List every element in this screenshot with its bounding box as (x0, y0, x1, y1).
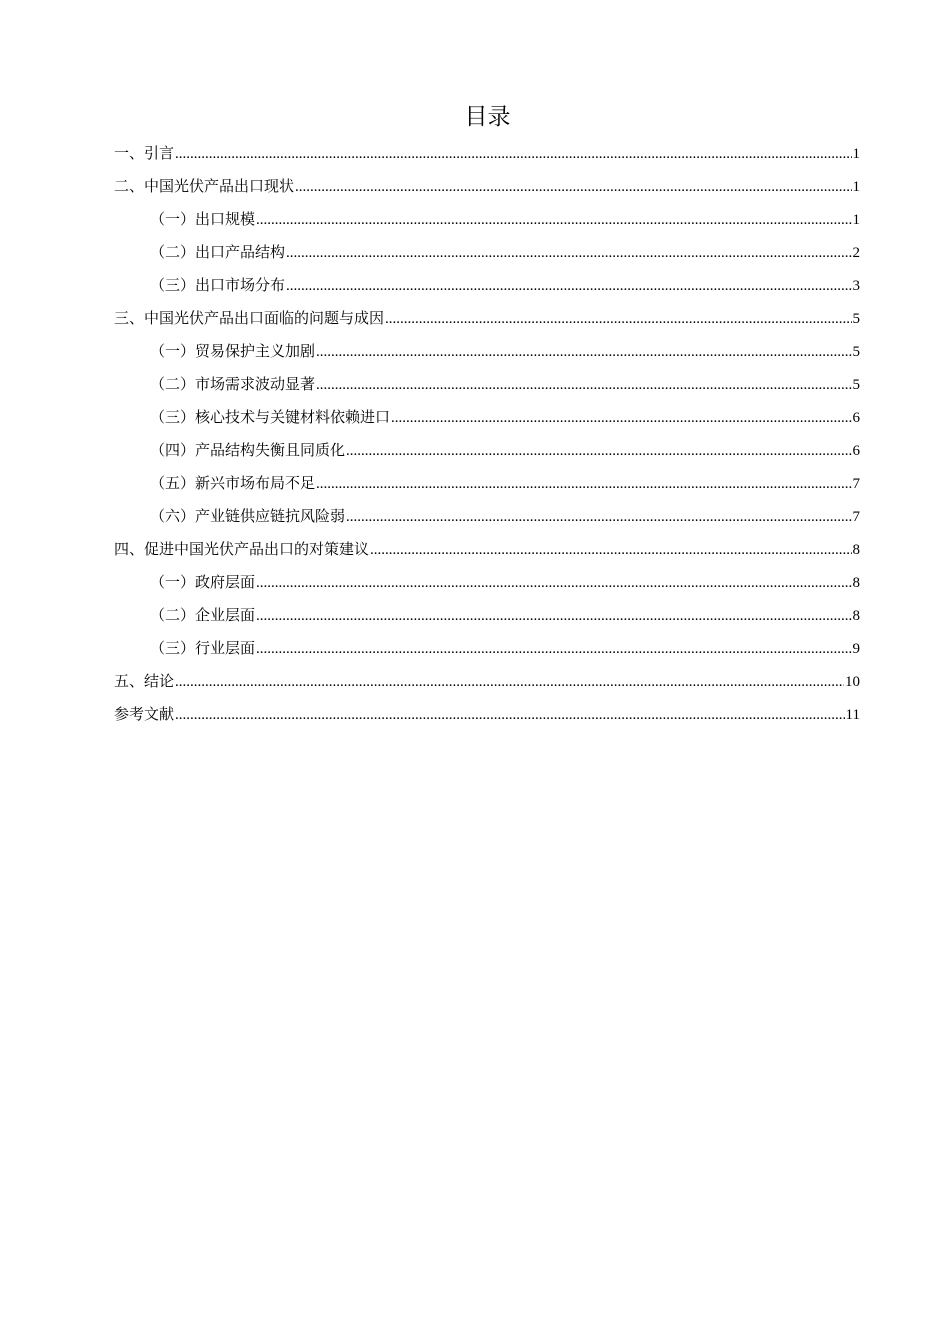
toc-entry-text: （三）行业层面 (150, 639, 256, 657)
toc-page-number: 7 (852, 509, 860, 525)
toc-page-number: 10 (845, 674, 860, 690)
toc-entry-text: （二）企业层面 (150, 606, 256, 624)
toc-page-number: 7 (852, 476, 860, 492)
toc-leader-dots (370, 534, 851, 567)
toc-page-number: 5 (852, 344, 860, 360)
toc-entry-text: （二）出口产品结构 (150, 243, 286, 261)
toc-leader-dots (175, 138, 851, 171)
toc-entry[interactable] (114, 533, 860, 566)
toc-page-number: 8 (852, 575, 860, 591)
toc-leader-dots (385, 303, 851, 336)
toc-entry[interactable] (114, 665, 860, 698)
toc-subentry[interactable] (114, 269, 860, 302)
toc-page-number: 5 (852, 311, 860, 327)
toc-page-number: 1 (852, 146, 860, 162)
toc-leader-dots (391, 402, 851, 435)
toc-page-number: 1 (852, 179, 860, 195)
toc-subentry[interactable] (114, 434, 860, 467)
toc-leader-dots (316, 369, 851, 402)
toc-entry[interactable] (114, 170, 860, 203)
toc-entry-text: （六）产业链供应链抗风险弱 (150, 507, 346, 525)
toc-leader-dots (175, 666, 844, 699)
toc-entry-text: （三）核心技术与关键材料依赖进口 (150, 408, 391, 426)
toc-entry-text: （五）新兴市场布局不足 (150, 474, 316, 492)
toc-leader-dots (286, 237, 851, 270)
toc-entry-text: 三、中国光伏产品出口面临的问题与成因 (114, 309, 385, 327)
toc-page-number: 5 (852, 377, 860, 393)
toc-entry-text: （一）政府层面 (150, 573, 256, 591)
toc-leader-dots (175, 699, 845, 732)
toc-subentry[interactable] (114, 566, 860, 599)
toc-page-number: 9 (852, 641, 860, 657)
toc-leader-dots (316, 336, 851, 369)
toc-page-number: 6 (852, 443, 860, 459)
toc-leader-dots (346, 501, 851, 534)
toc-entry-text: （一）贸易保护主义加剧 (150, 342, 316, 360)
toc-page-number: 8 (852, 542, 860, 558)
toc-entry[interactable] (114, 302, 860, 335)
toc-subentry[interactable] (114, 467, 860, 500)
toc-leader-dots (316, 468, 851, 501)
toc-leader-dots (256, 204, 851, 237)
toc-subentry[interactable] (114, 335, 860, 368)
toc-subentry[interactable] (114, 599, 860, 632)
toc-leader-dots (346, 435, 851, 468)
toc-page-number: 2 (852, 245, 860, 261)
toc-page-number: 1 (852, 212, 860, 228)
toc-entry-text: （三）出口市场分布 (150, 276, 286, 294)
toc-entry-text: 五、结论 (114, 672, 175, 690)
toc-entry[interactable] (114, 698, 860, 731)
toc-page-number: 11 (845, 707, 860, 723)
toc-entry-text: 四、促进中国光伏产品出口的对策建议 (114, 540, 370, 558)
toc-subentry[interactable] (114, 500, 860, 533)
toc-entry-text: （四）产品结构失衡且同质化 (150, 441, 346, 459)
toc-page-number: 3 (852, 278, 860, 294)
toc-entry-text: 一、引言 (114, 144, 175, 162)
toc-page-number: 8 (852, 608, 860, 624)
toc-subentry[interactable] (114, 203, 860, 236)
toc-leader-dots (256, 567, 851, 600)
toc-entry-text: （二）市场需求波动显著 (150, 375, 316, 393)
toc-leader-dots (256, 633, 851, 666)
toc-subentry[interactable] (114, 368, 860, 401)
toc-entry-text: （一）出口规模 (150, 210, 256, 228)
toc-subentry[interactable] (114, 632, 860, 665)
toc-leader-dots (295, 171, 851, 204)
toc-page-number: 6 (852, 410, 860, 426)
toc-leader-dots (256, 600, 851, 633)
toc-list (114, 137, 860, 731)
toc-entry-text: 二、中国光伏产品出口现状 (114, 177, 295, 195)
toc-subentry[interactable] (114, 236, 860, 269)
toc-leader-dots (286, 270, 851, 303)
toc-title: 目录 (464, 104, 511, 130)
toc-entry-text: 参考文献 (114, 705, 175, 723)
toc-entry[interactable] (114, 137, 860, 170)
toc-subentry[interactable] (114, 401, 860, 434)
